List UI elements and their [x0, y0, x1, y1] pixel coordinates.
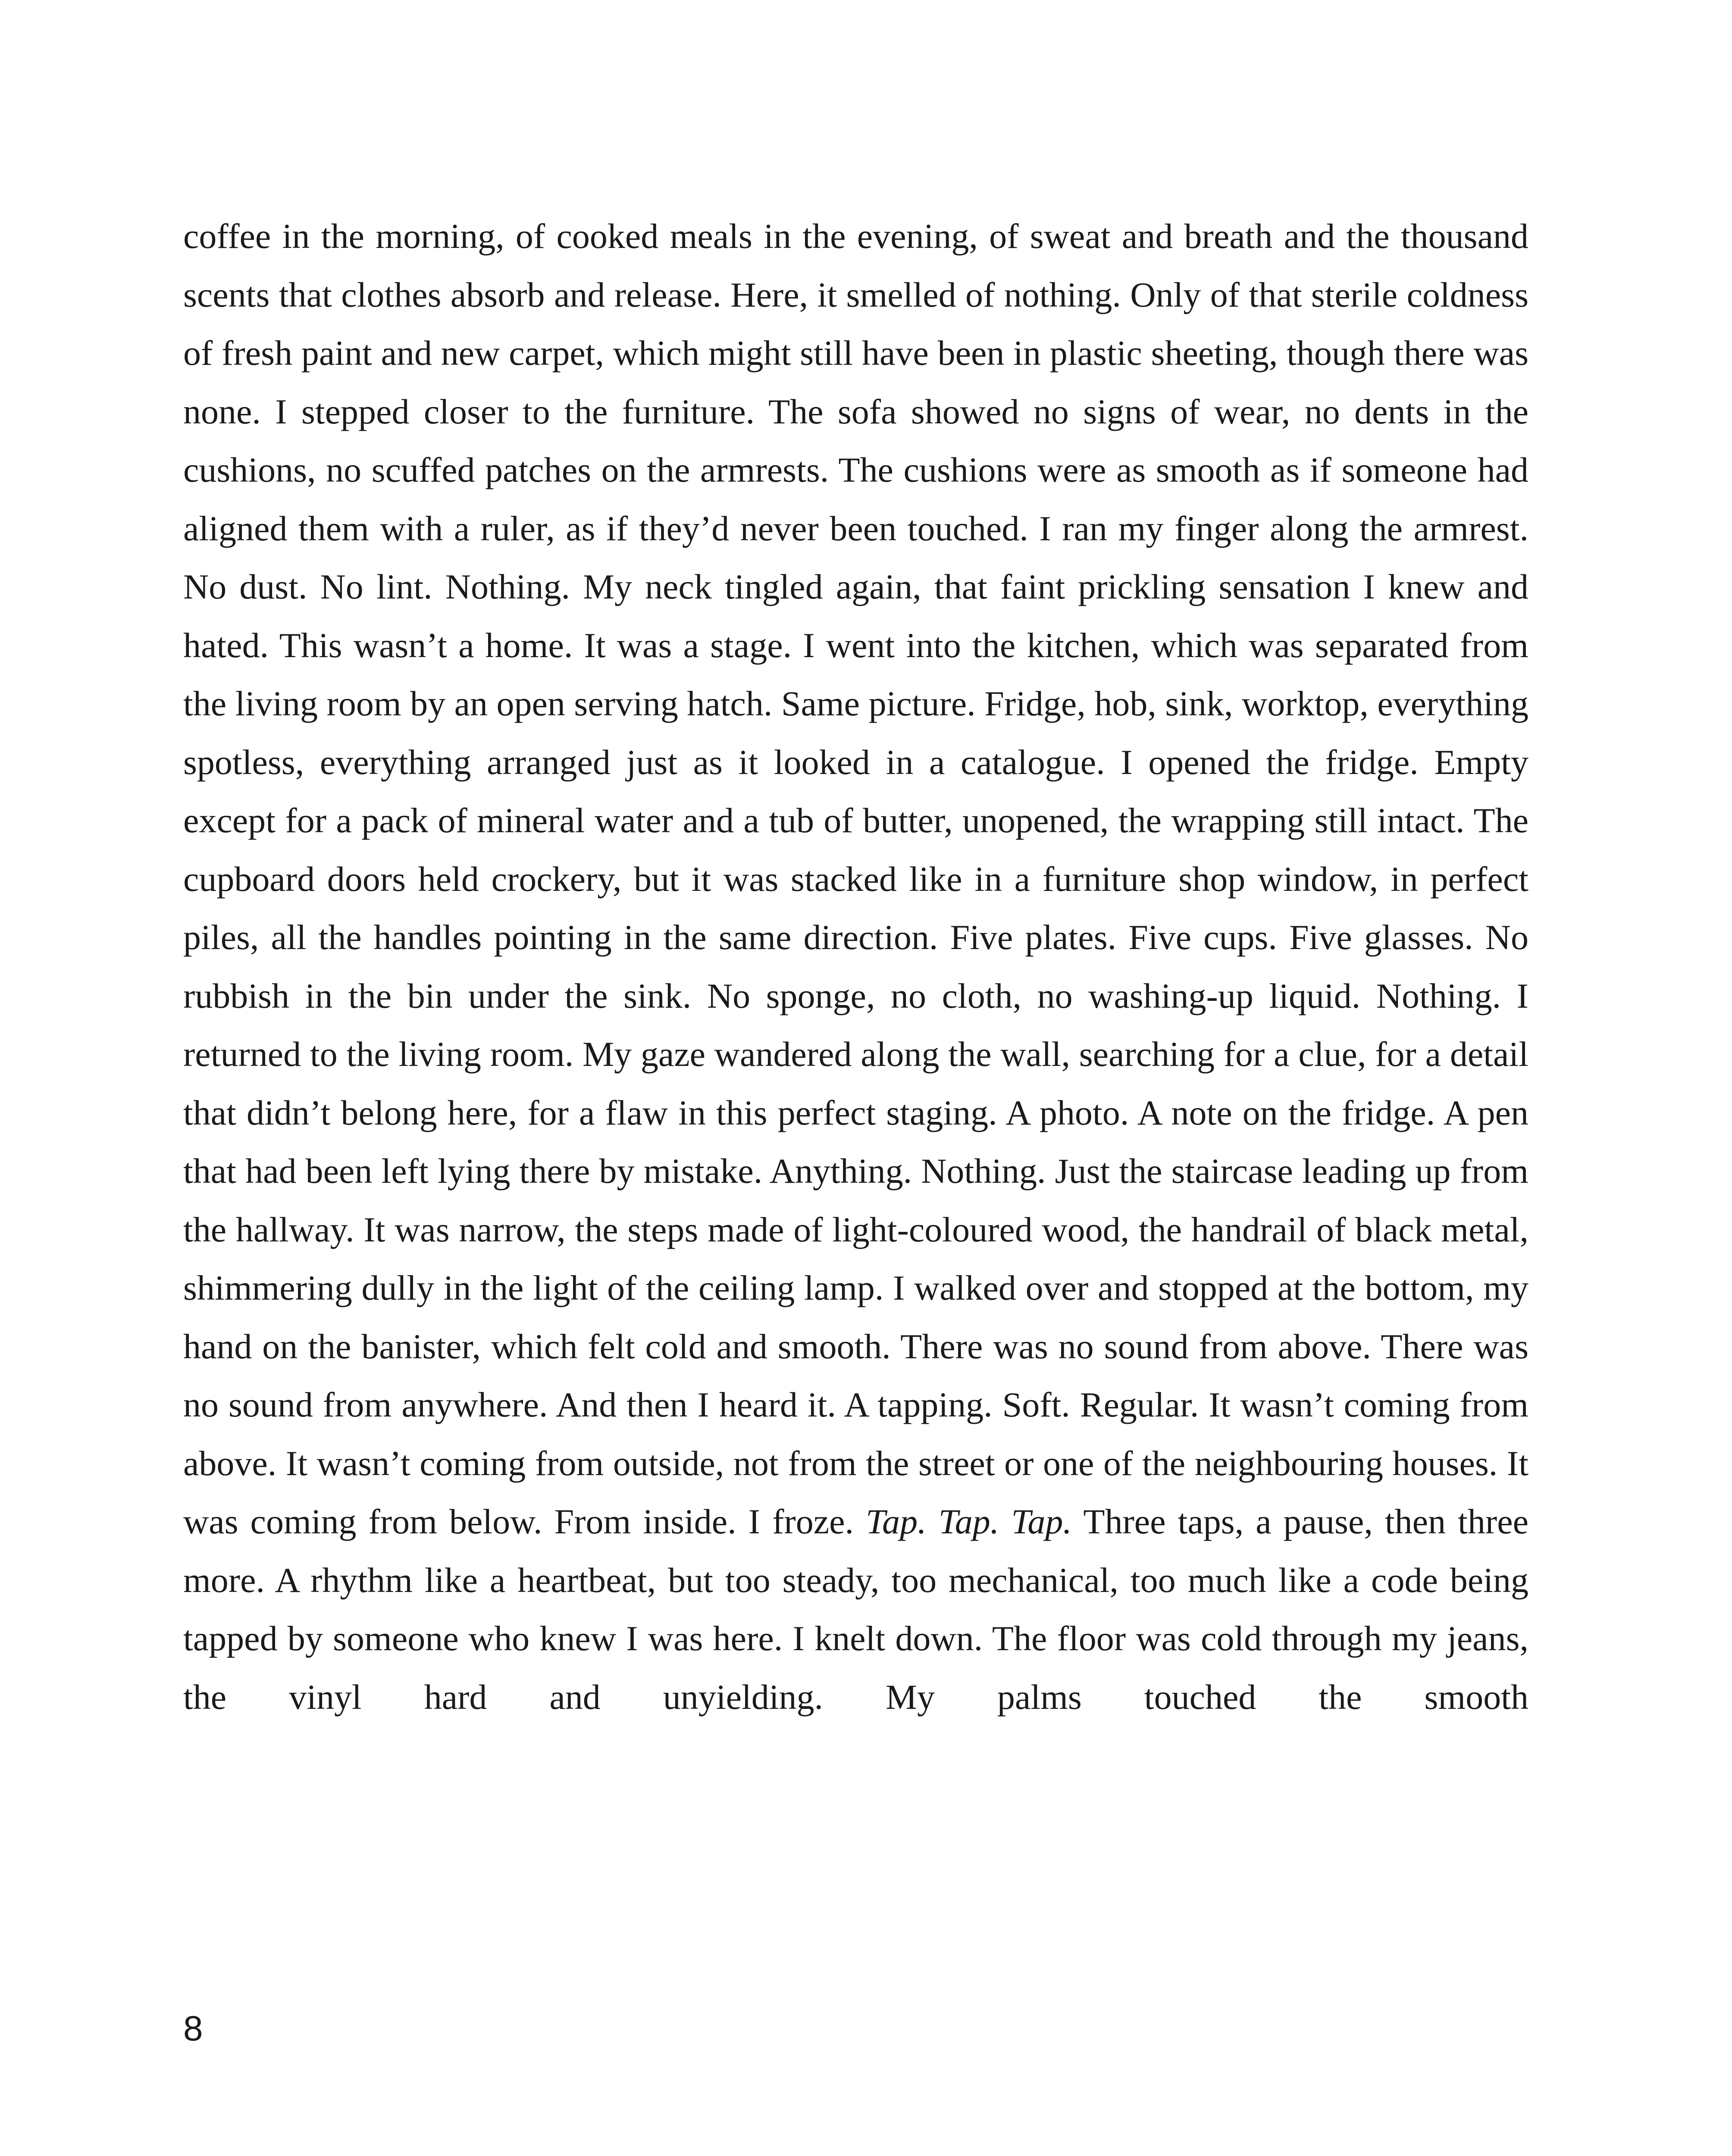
page-number: 8 [183, 2009, 203, 2048]
body-text-part-2: Three taps, a pause, then three more. A rhythm like a heartbeat, but too steady, too mechanical, too much like a code being tapped by someone who knew I was here. I knelt down. The floor was cold through my jeans, the vinyl hard and unyielding. My palms touched the smooth [183, 1502, 1528, 1717]
body-paragraph [183, 207, 1528, 1726]
italic-tap-text: Tap. Tap. Tap. [866, 1502, 1072, 1541]
body-text-part-1: coffee in the morning, of cooked meals in the evening, of sweat and breath and the thousand scents that clothes absorb and release. Here, it smelled of nothing. Only of that sterile coldness of fresh paint and new carpet, which might still have been in plastic sheeting, though there was none. I stepped closer to the furniture. The sofa showed no signs of wear, no dents in the cushions, no scuffed patches on the armrests. The cushions were as smooth as if someone had aligned them with a ruler, as if they’d never been touched. I ran my finger along the armrest. No dust. No lint. Nothing. My neck tingled again, that faint prickling sensation I knew and hated. This wasn’t a home. It was a stage. I went into the kitchen, which was separated from the living room by an open serving hatch. Same picture. Fridge, hob, sink, worktop, everything spotless, everything arranged just as it looked in a catalogue. I opened the fridge. Empty except for a pack of mineral water and a tub of butter, unopened, the wrapping still intact. The cupboard doors held crockery, but it was stacked like in a furniture shop window, in perfect piles, all the handles pointing in the same direction. Five plates. Five cups. Five glasses. No rubbish in the bin under the sink. No sponge, no cloth, no washing-up liquid. Nothing. I returned to the living room. My gaze wandered along the wall, searching for a clue, for a detail that didn’t belong here, for a flaw in this perfect staging. A photo. A note on the fridge. A pen that had been left lying there by mistake. Anything. Nothing. Just the staircase leading up from the hallway. It was narrow, the steps made of light-coloured wood, the handrail of black metal, shimmering dully in the light of the ceiling lamp. I walked over and stopped at the bottom, my hand on the banister, which felt cold and smooth. There was no sound from above. There was no sound from anywhere. And then I heard it. A tapping. Soft. Regular. It wasn’t coming from above. It wasn’t coming from outside, not from the street or one of the neighbouring houses. It was coming from below. From inside. I froze. [183, 216, 1528, 1541]
